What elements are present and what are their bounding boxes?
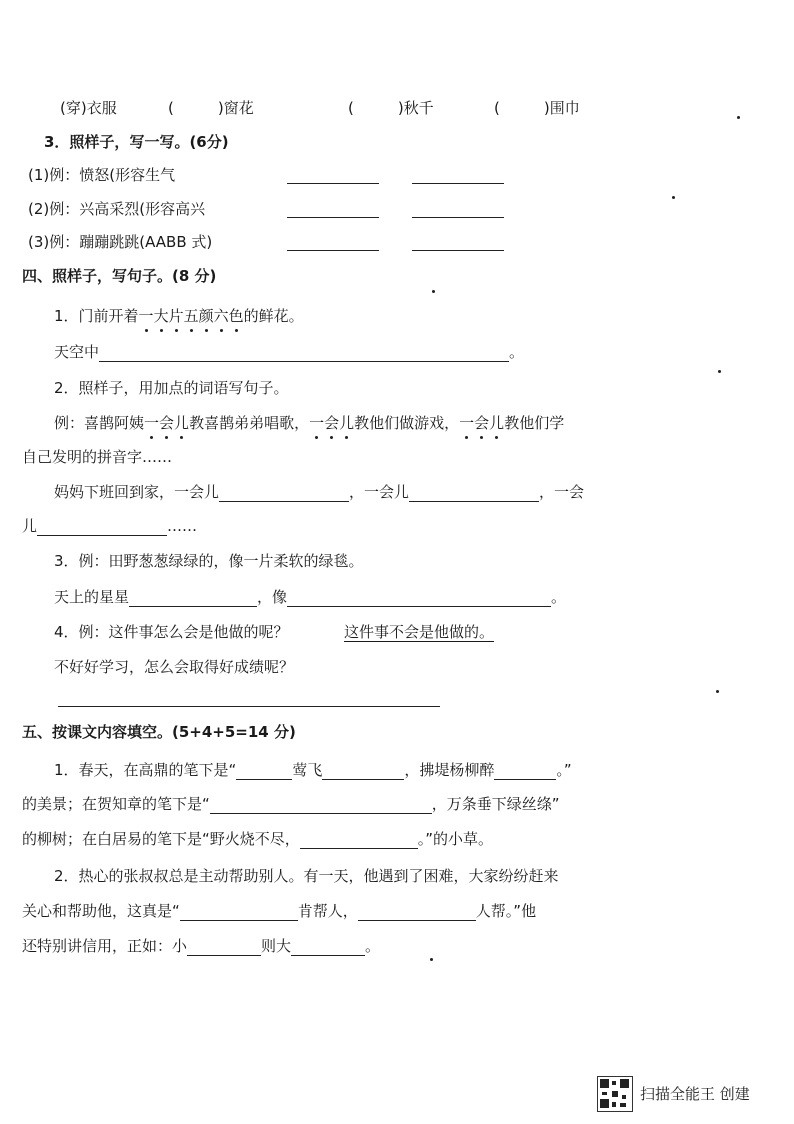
word-chuan-yifu: (穿)衣服 bbox=[60, 99, 117, 117]
answer-blank[interactable] bbox=[494, 763, 556, 780]
answer-blank[interactable] bbox=[210, 797, 432, 814]
answer-blank[interactable] bbox=[287, 167, 379, 184]
scan-speck bbox=[430, 958, 433, 961]
scanner-watermark: 扫描全能王 创建 bbox=[640, 1085, 750, 1103]
answer-blank[interactable] bbox=[287, 201, 379, 218]
fill-item-chuanghua: ( )窗花 bbox=[168, 99, 254, 117]
q4-2-fill: 妈妈下班回到家，一会儿 ，一会儿 ，一会 bbox=[54, 483, 585, 501]
q4-4-example-answer: 这件事不会是他做的。 bbox=[344, 623, 495, 641]
answer-blank[interactable] bbox=[236, 763, 292, 780]
answer-blank[interactable] bbox=[412, 167, 504, 184]
q4-1-example: 1．门前开着一大片五颜六色的鲜花。 bbox=[54, 307, 304, 325]
q5-2-line-3: 还特别讲信用，正如：小 则大 。 bbox=[22, 937, 381, 955]
answer-blank[interactable] bbox=[180, 904, 298, 921]
answer-blank[interactable] bbox=[409, 485, 539, 502]
scan-speck bbox=[716, 690, 719, 693]
answer-blank[interactable] bbox=[300, 832, 418, 849]
fill-item-weijin: ( )围巾 bbox=[494, 99, 580, 117]
q3-heading: 3．照样子，写一写。(6分) bbox=[44, 133, 229, 151]
q4-4-example-question: 4．例：这件事怎么会是他做的呢？ bbox=[54, 623, 289, 641]
q5-1-line-3: 的柳树；在白居易的笔下是“野火烧不尽， 。”的小草。 bbox=[22, 830, 494, 848]
q5-1-line-1: 1．春天，在高鼎的笔下是“ 莺飞 ，拂堤杨柳醉 。” bbox=[54, 761, 572, 779]
answer-blank[interactable] bbox=[37, 519, 167, 536]
q5-1-line-2: 的美景；在贺知章的笔下是“ ，万条垂下绿丝绦” bbox=[22, 795, 560, 813]
q4-2-example-cont: 自己发明的拼音字…… bbox=[22, 448, 173, 466]
scan-speck bbox=[718, 370, 721, 373]
answer-blank[interactable] bbox=[219, 485, 349, 502]
q3-example-1: (1)例：愤怒(形容生气 bbox=[28, 166, 176, 184]
section-5-heading: 五、按课文内容填空。(5+4+5=14 分) bbox=[22, 723, 296, 741]
q5-2-line-1: 2．热心的张叔叔总是主动帮助别人。有一天，他遇到了困难，大家纷纷赶来 bbox=[54, 867, 559, 885]
answer-blank[interactable] bbox=[187, 939, 261, 956]
fill-row-1 bbox=[60, 98, 117, 118]
scan-speck bbox=[737, 116, 740, 119]
section-4-heading: 四、照样子，写句子。(8 分) bbox=[22, 267, 217, 285]
answer-blank[interactable] bbox=[412, 201, 504, 218]
q4-2-heading: 2．照样子，用加点的词语写句子。 bbox=[54, 379, 289, 397]
fill-item-qiuqian: ( )秋千 bbox=[348, 99, 434, 117]
answer-blank[interactable] bbox=[287, 234, 379, 251]
answer-blank[interactable] bbox=[291, 939, 365, 956]
answer-blank[interactable] bbox=[129, 590, 257, 607]
q3-example-3: (3)例：蹦蹦跳跳(AABB 式) bbox=[28, 233, 213, 251]
q4-4-question: 不好好学习，怎么会取得好成绩呢？ bbox=[54, 658, 295, 676]
q5-2-line-2: 关心和帮助他，这真是“ 肯帮人， 人帮。”他 bbox=[22, 902, 537, 920]
scan-speck bbox=[672, 196, 675, 199]
q4-3-example: 3．例：田野葱葱绿绿的，像一片柔软的绿毯。 bbox=[54, 552, 364, 570]
answer-blank[interactable] bbox=[287, 590, 551, 607]
scan-speck bbox=[432, 290, 435, 293]
answer-blank[interactable] bbox=[99, 345, 509, 362]
answer-blank[interactable] bbox=[412, 234, 504, 251]
answer-blank[interactable] bbox=[358, 904, 476, 921]
answer-blank[interactable] bbox=[322, 763, 404, 780]
q3-example-2: (2)例：兴高采烈(形容高兴 bbox=[28, 200, 206, 218]
q4-2-fill-cont: 儿 …… bbox=[22, 517, 198, 535]
q4-2-example: 例：喜鹊阿姨一会儿教喜鹊弟弟唱歌，一会儿教他们做游戏，一会儿教他们学 bbox=[54, 414, 565, 432]
qr-code-icon bbox=[597, 1076, 633, 1112]
q4-1-fill: 天空中 。 bbox=[54, 343, 525, 361]
answer-blank[interactable] bbox=[58, 690, 440, 707]
q4-3-fill: 天上的星星 ，像 。 bbox=[54, 588, 567, 606]
